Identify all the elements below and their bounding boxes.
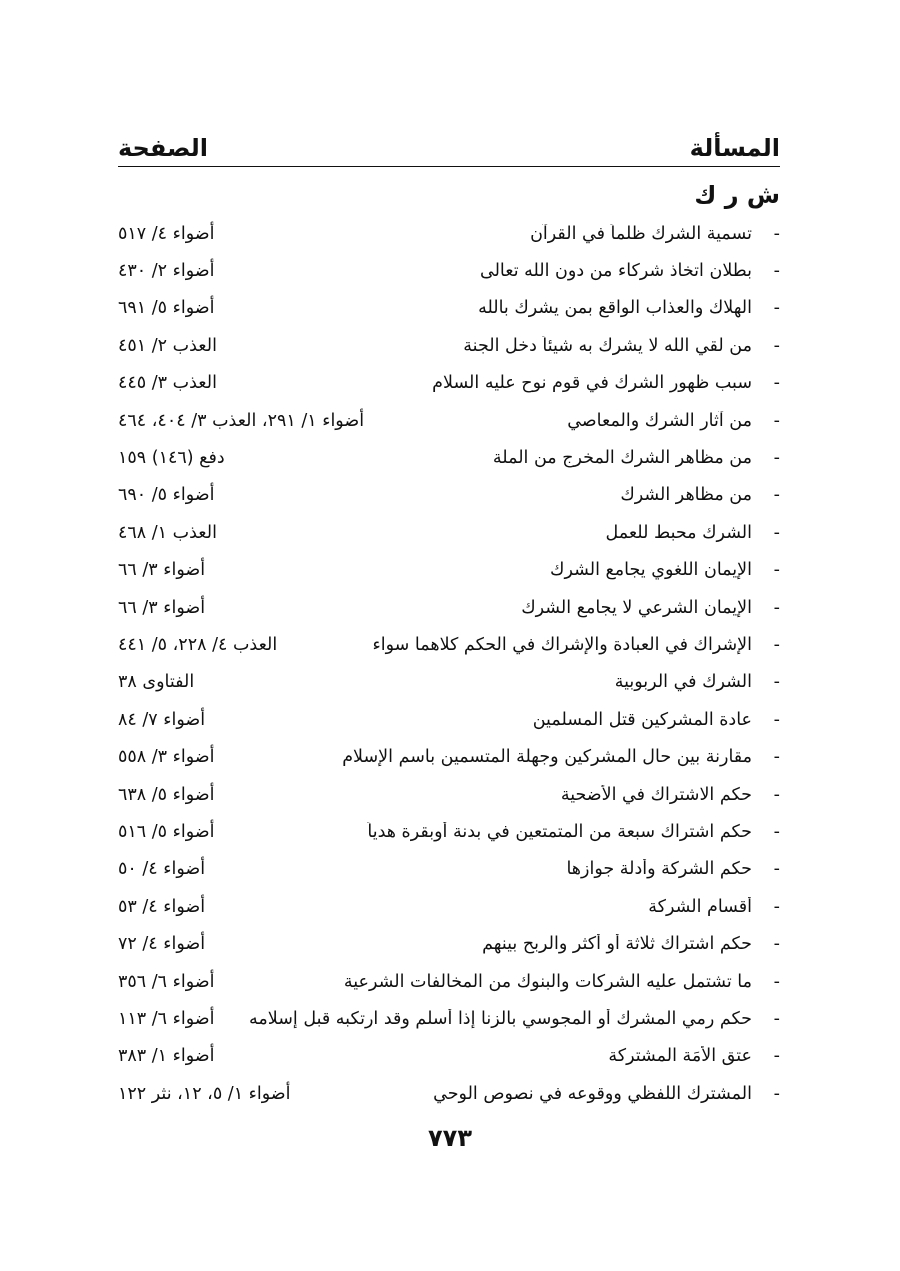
- entry-dash: -: [773, 560, 780, 581]
- entry-dash: -: [773, 223, 780, 244]
- entry-topic: مقارنة بين حال المشركين وجهلة المتسمين باسم الإسلام: [342, 747, 752, 768]
- index-entry: [118, 925, 780, 962]
- entry-dash: -: [773, 373, 780, 394]
- entry-topic: الهلاك والعذاب الواقع بمن يشرك بالله: [478, 298, 752, 319]
- index-entry: [118, 963, 780, 1000]
- issue-column-heading: المسألة: [689, 134, 780, 162]
- index-entry: [118, 365, 780, 402]
- index-entry: [118, 514, 780, 551]
- entry-dash: -: [773, 1083, 780, 1104]
- entry-reference: أضواء ٦/ ٣٥٦: [118, 971, 215, 992]
- entry-reference: أضواء ٢/ ٤٣٠: [118, 261, 215, 282]
- entry-reference: العذب ١/ ٤٦٨: [118, 522, 217, 543]
- entry-reference: أضواء ٣/ ٦٦: [118, 597, 206, 618]
- index-entry: [118, 589, 780, 626]
- entry-topic: حكم اشتراك سبعة من المتمتعين في بدنة أوبقرة هدياً: [367, 821, 752, 842]
- entry-topic: من آثار الشرك والمعاصي: [567, 410, 752, 431]
- entry-reference: أضواء ٥/ ٦٩٠: [118, 485, 215, 506]
- entry-reference: أضواء ٥/ ٦٩١: [118, 298, 215, 319]
- entry-dash: -: [773, 410, 780, 431]
- page-column-heading: الصفحة: [118, 134, 209, 162]
- entry-dash: -: [773, 859, 780, 880]
- entry-dash: -: [773, 448, 780, 469]
- root-heading: ش ر ك: [694, 181, 780, 209]
- entry-reference: أضواء ١/ ٣٨٣: [118, 1046, 215, 1067]
- entry-topic: عتق الأمَة المشتركة: [608, 1046, 752, 1067]
- header-divider: [118, 166, 780, 167]
- index-entries: [118, 215, 780, 1112]
- entry-topic: الإشراك في العبادة والإشراك في الحكم كلاهما سواء: [372, 634, 752, 655]
- page-number: ٧٧٣: [428, 1124, 472, 1152]
- entry-topic: حكم اشتراك ثلاثة أو أكثر والربح بينهم: [482, 934, 752, 955]
- entry-dash: -: [773, 597, 780, 618]
- index-entry: [118, 402, 780, 439]
- index-entry: [118, 1038, 780, 1075]
- entry-dash: -: [773, 896, 780, 917]
- entry-dash: -: [773, 1046, 780, 1067]
- entry-dash: -: [773, 261, 780, 282]
- entry-reference: أضواء ٥/ ٦٣٨: [118, 784, 215, 805]
- entry-reference: العذب ٤/ ٢٢٨، ٥/ ٤٤١: [118, 634, 278, 655]
- entry-topic: من مظاهر الشرك: [620, 485, 752, 506]
- entry-reference: أضواء ٤/ ٧٢: [118, 934, 206, 955]
- entry-topic: حكم الاشتراك في الأضحية: [560, 784, 752, 805]
- entry-topic: بطلان اتخاذ شركاء من دون الله تعالى: [480, 261, 752, 282]
- entry-topic: سبب ظهور الشرك في قوم نوح عليه السلام: [432, 373, 752, 394]
- index-entry: [118, 290, 780, 327]
- index-entry: [118, 552, 780, 589]
- index-entry: [118, 813, 780, 850]
- entry-reference: أضواء ٣/ ٦٦: [118, 560, 206, 581]
- index-page: [118, 118, 780, 1112]
- entry-reference: العذب ٢/ ٤٥١: [118, 335, 217, 356]
- index-entry: [118, 1075, 780, 1112]
- entry-reference: دفع (١٤٦) ١٥٩: [118, 448, 225, 469]
- index-entry: [118, 626, 780, 663]
- index-entry: [118, 851, 780, 888]
- entry-reference: أضواء ٤/ ٥٣: [118, 896, 206, 917]
- column-header: [118, 118, 780, 162]
- entry-reference: أضواء ٣/ ٥٥٨: [118, 747, 215, 768]
- entry-topic: ما تشتمل عليه الشركات والبنوك من المخالفات الشرعية: [343, 971, 752, 992]
- entry-dash: -: [773, 335, 780, 356]
- entry-dash: -: [773, 934, 780, 955]
- entry-topic: من مظاهر الشرك المخرج من الملة: [492, 448, 752, 469]
- index-entry: [118, 477, 780, 514]
- index-entry: [118, 215, 780, 252]
- entry-reference: العذب ٣/ ٤٤٥: [118, 373, 217, 394]
- entry-topic: عادة المشركين قتل المسلمين: [532, 709, 752, 730]
- entry-reference: أضواء ٤/ ٥١٧: [118, 223, 215, 244]
- entry-dash: -: [773, 747, 780, 768]
- entry-reference: أضواء ٧/ ٨٤: [118, 709, 206, 730]
- entry-dash: -: [773, 634, 780, 655]
- entry-dash: -: [773, 485, 780, 506]
- entry-reference: الفتاوى ٣٨: [118, 672, 195, 693]
- index-entry: [118, 738, 780, 775]
- entry-topic: تسمية الشرك ظلماً في القرآن: [530, 223, 752, 244]
- entry-dash: -: [773, 1008, 780, 1029]
- entry-dash: -: [773, 971, 780, 992]
- entry-topic: الشرك محبط للعمل: [605, 522, 752, 543]
- entry-topic: الإيمان الشرعي لا يجامع الشرك: [521, 597, 752, 618]
- index-entry: [118, 327, 780, 364]
- entry-reference: أضواء ٤/ ٥٠: [118, 859, 206, 880]
- index-entry: [118, 664, 780, 701]
- index-entry: [118, 776, 780, 813]
- entry-topic: المشترك اللفظي ووقوعه في نصوص الوحي: [433, 1083, 752, 1104]
- index-entry: [118, 1000, 780, 1037]
- entry-dash: -: [773, 784, 780, 805]
- entry-dash: -: [773, 672, 780, 693]
- entry-reference: أضواء ٦/ ١١٣: [118, 1008, 215, 1029]
- entry-reference: أضواء ١/ ٥، ١٢، نثر ١٢٢: [118, 1083, 291, 1104]
- entry-reference: أضواء ٥/ ٥١٦: [118, 821, 215, 842]
- entry-topic: حكم رمي المشرك أو المجوسي بالزنا إذا أسلم وقد ارتكبه قبل إسلامه: [249, 1008, 752, 1029]
- index-entry: [118, 701, 780, 738]
- entry-topic: حكم الشركة وأدلة جوازها: [566, 859, 752, 880]
- entry-dash: -: [773, 522, 780, 543]
- entry-topic: الإيمان اللغوي يجامع الشرك: [550, 560, 752, 581]
- entry-topic: الشرك في الربوبية: [614, 672, 752, 693]
- entry-dash: -: [773, 709, 780, 730]
- entry-topic: من لقي الله لا يشرك به شيئاً دخل الجنة: [463, 335, 752, 356]
- index-entry: [118, 888, 780, 925]
- entry-reference: أضواء ١/ ٢٩١، العذب ٣/ ٤٠٤، ٤٦٤: [118, 410, 365, 431]
- entry-dash: -: [773, 298, 780, 319]
- index-entry: [118, 252, 780, 289]
- index-entry: [118, 439, 780, 476]
- entry-dash: -: [773, 821, 780, 842]
- entry-topic: أقسام الشركة: [648, 896, 752, 917]
